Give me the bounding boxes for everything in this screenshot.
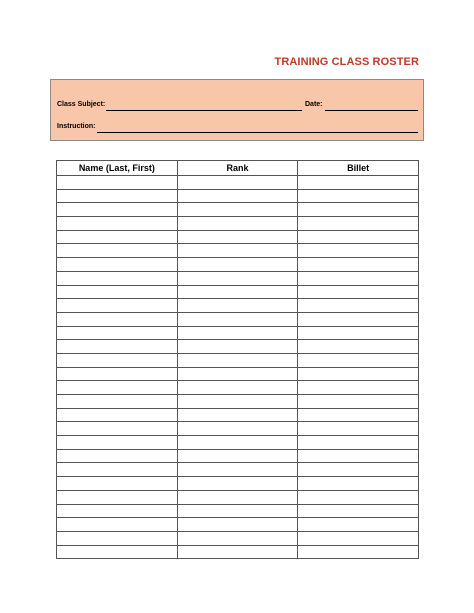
table-row <box>57 326 419 340</box>
name-cell[interactable] <box>57 203 178 217</box>
rank-cell[interactable] <box>177 504 298 518</box>
rank-cell[interactable] <box>177 189 298 203</box>
billet-cell[interactable] <box>298 176 419 190</box>
rank-cell[interactable] <box>177 422 298 436</box>
billet-cell[interactable] <box>298 312 419 326</box>
name-cell[interactable] <box>57 189 178 203</box>
rank-cell[interactable] <box>177 545 298 559</box>
table-row <box>57 395 419 409</box>
name-cell[interactable] <box>57 408 178 422</box>
table-row <box>57 230 419 244</box>
name-cell[interactable] <box>57 381 178 395</box>
billet-cell[interactable] <box>298 504 419 518</box>
billet-cell[interactable] <box>298 463 419 477</box>
roster-table <box>56 160 419 559</box>
name-cell[interactable] <box>57 230 178 244</box>
table-row <box>57 408 419 422</box>
class-info-box <box>50 79 424 141</box>
name-cell[interactable] <box>57 271 178 285</box>
rank-cell[interactable] <box>177 176 298 190</box>
billet-cell[interactable] <box>298 340 419 354</box>
rank-cell[interactable] <box>177 271 298 285</box>
name-cell[interactable] <box>57 504 178 518</box>
table-row <box>57 258 419 272</box>
rank-cell[interactable] <box>177 531 298 545</box>
rank-cell[interactable] <box>177 258 298 272</box>
table-row <box>57 490 419 504</box>
date-label: Date: <box>305 101 323 108</box>
roster-header-row <box>57 161 419 176</box>
billet-cell[interactable] <box>298 230 419 244</box>
rank-cell[interactable] <box>177 490 298 504</box>
name-cell[interactable] <box>57 436 178 450</box>
rank-cell[interactable] <box>177 217 298 231</box>
table-row <box>57 381 419 395</box>
billet-cell[interactable] <box>298 244 419 258</box>
rank-cell[interactable] <box>177 477 298 491</box>
rank-cell[interactable] <box>177 203 298 217</box>
name-cell[interactable] <box>57 244 178 258</box>
billet-cell[interactable] <box>298 217 419 231</box>
rank-cell[interactable] <box>177 518 298 532</box>
rank-cell[interactable] <box>177 299 298 313</box>
class-subject-field[interactable] <box>106 110 302 111</box>
instruction-field[interactable] <box>97 132 418 133</box>
name-cell[interactable] <box>57 531 178 545</box>
table-row <box>57 312 419 326</box>
table-row <box>57 203 419 217</box>
rank-cell[interactable] <box>177 449 298 463</box>
name-cell[interactable] <box>57 490 178 504</box>
billet-cell[interactable] <box>298 449 419 463</box>
table-row <box>57 422 419 436</box>
table-row <box>57 299 419 313</box>
table-row <box>57 463 419 477</box>
billet-cell[interactable] <box>298 518 419 532</box>
name-cell[interactable] <box>57 449 178 463</box>
billet-cell[interactable] <box>298 299 419 313</box>
table-row <box>57 340 419 354</box>
name-cell[interactable] <box>57 326 178 340</box>
rank-cell[interactable] <box>177 408 298 422</box>
billet-cell[interactable] <box>298 436 419 450</box>
name-cell[interactable] <box>57 299 178 313</box>
name-cell[interactable] <box>57 217 178 231</box>
billet-cell[interactable] <box>298 258 419 272</box>
billet-cell[interactable] <box>298 326 419 340</box>
date-field[interactable] <box>325 110 418 111</box>
billet-cell[interactable] <box>298 408 419 422</box>
table-row <box>57 176 419 190</box>
rank-cell[interactable] <box>177 230 298 244</box>
name-cell[interactable] <box>57 312 178 326</box>
name-cell[interactable] <box>57 176 178 190</box>
billet-cell[interactable] <box>298 367 419 381</box>
column-header-name: Name (Last, First) <box>57 161 178 176</box>
table-row <box>57 271 419 285</box>
rank-cell[interactable] <box>177 395 298 409</box>
table-row <box>57 449 419 463</box>
name-cell[interactable] <box>57 545 178 559</box>
table-row <box>57 504 419 518</box>
table-row <box>57 531 419 545</box>
table-row <box>57 189 419 203</box>
table-row <box>57 217 419 231</box>
class-subject-label: Class Subject: <box>57 101 106 108</box>
table-row <box>57 353 419 367</box>
rank-cell[interactable] <box>177 463 298 477</box>
rank-cell[interactable] <box>177 381 298 395</box>
page-title: TRAINING CLASS ROSTER <box>274 56 419 68</box>
billet-cell[interactable] <box>298 531 419 545</box>
billet-cell[interactable] <box>298 545 419 559</box>
table-row <box>57 518 419 532</box>
billet-cell[interactable] <box>298 395 419 409</box>
name-cell[interactable] <box>57 518 178 532</box>
billet-cell[interactable] <box>298 203 419 217</box>
name-cell[interactable] <box>57 340 178 354</box>
name-cell[interactable] <box>57 477 178 491</box>
billet-cell[interactable] <box>298 490 419 504</box>
table-row <box>57 436 419 450</box>
billet-cell[interactable] <box>298 189 419 203</box>
rank-cell[interactable] <box>177 340 298 354</box>
name-cell[interactable] <box>57 258 178 272</box>
roster-body <box>57 176 419 559</box>
table-row <box>57 285 419 299</box>
name-cell[interactable] <box>57 353 178 367</box>
name-cell[interactable] <box>57 422 178 436</box>
billet-cell[interactable] <box>298 353 419 367</box>
instruction-label: Instruction: <box>57 123 96 130</box>
column-header-rank: Rank <box>177 161 298 176</box>
rank-cell[interactable] <box>177 244 298 258</box>
rank-cell[interactable] <box>177 285 298 299</box>
table-row <box>57 367 419 381</box>
billet-cell[interactable] <box>298 285 419 299</box>
rank-cell[interactable] <box>177 312 298 326</box>
table-row <box>57 545 419 559</box>
rank-cell[interactable] <box>177 436 298 450</box>
name-cell[interactable] <box>57 395 178 409</box>
table-row <box>57 244 419 258</box>
billet-cell[interactable] <box>298 271 419 285</box>
billet-cell[interactable] <box>298 477 419 491</box>
billet-cell[interactable] <box>298 381 419 395</box>
column-header-billet: Billet <box>298 161 419 176</box>
rank-cell[interactable] <box>177 367 298 381</box>
name-cell[interactable] <box>57 285 178 299</box>
table-row <box>57 477 419 491</box>
rank-cell[interactable] <box>177 326 298 340</box>
name-cell[interactable] <box>57 367 178 381</box>
rank-cell[interactable] <box>177 353 298 367</box>
billet-cell[interactable] <box>298 422 419 436</box>
name-cell[interactable] <box>57 463 178 477</box>
